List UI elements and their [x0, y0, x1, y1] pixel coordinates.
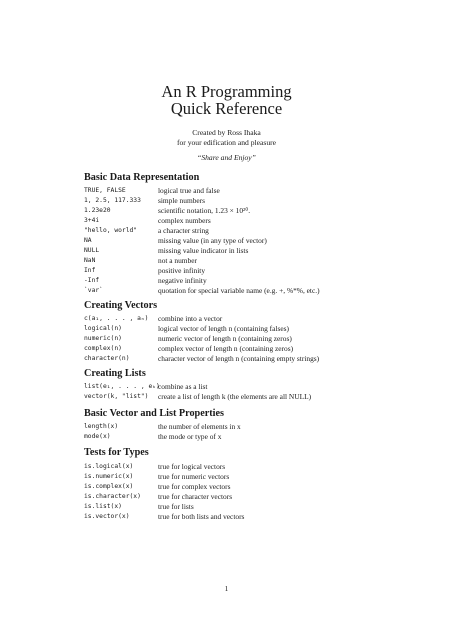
code-cell: `var` — [84, 287, 103, 294]
code-cell: "hello, world" — [84, 227, 138, 234]
table-row — [84, 344, 384, 354]
table-row — [84, 392, 384, 402]
table-row — [84, 354, 384, 364]
table-row — [84, 246, 384, 256]
code-cell: is.logical(x) — [84, 463, 134, 470]
table-row — [84, 256, 384, 266]
code-cell: Inf — [84, 267, 96, 274]
code-cell: list(e₁, . . . , eₖ) — [84, 383, 160, 390]
code-cell: 1.23e20 — [84, 207, 111, 214]
table-row — [84, 462, 384, 472]
code-cell: NaN — [84, 257, 96, 264]
table-row — [84, 236, 384, 246]
description-cell: logical true and false — [158, 186, 220, 195]
table-row — [84, 432, 384, 442]
table-row — [84, 492, 384, 502]
description-cell: complex vector of length n (containing zeros) — [158, 344, 294, 353]
section-table-creating-lists — [84, 382, 384, 402]
section-table-properties — [84, 422, 384, 442]
code-cell: NA — [84, 237, 92, 244]
code-cell: -Inf — [84, 277, 100, 284]
code-cell: length(x) — [84, 423, 119, 430]
description-cell: logical vector of length n (containing falses) — [158, 324, 289, 333]
code-cell: mode(x) — [84, 433, 111, 440]
description-cell: negative infinity — [158, 276, 207, 285]
description-cell: true for both lists and vectors — [158, 512, 245, 521]
code-cell: TRUE, FALSE — [84, 187, 126, 194]
code-cell: is.numeric(x) — [84, 473, 134, 480]
description-cell: combine into a vector — [158, 314, 223, 323]
table-row — [84, 226, 384, 236]
description-cell: true for numeric vectors — [158, 472, 230, 481]
code-cell: is.list(x) — [84, 503, 122, 510]
description-cell: simple numbers — [158, 196, 206, 205]
section-heading-basic-data: Basic Data Representation — [84, 172, 200, 183]
description-cell: the number of elements in x — [158, 422, 241, 431]
code-cell: c(a₁, . . . , aₙ) — [84, 315, 149, 322]
table-row — [84, 324, 384, 334]
code-cell: NULL — [84, 247, 100, 254]
description-cell: a character string — [158, 226, 209, 235]
description-cell: the mode or type of x — [158, 432, 222, 441]
description-cell: create a list of length k (the elements are all NULL) — [158, 392, 312, 401]
table-row — [84, 382, 384, 392]
table-row — [84, 472, 384, 482]
purpose-line: for your edification and pleasure — [176, 138, 277, 147]
section-heading-tests-for-types: Tests for Types — [84, 447, 149, 458]
description-cell: character vector of length n (containing empty strings) — [158, 354, 320, 363]
description-cell: combine as a list — [158, 382, 208, 391]
table-row — [84, 502, 384, 512]
motto-line: “Share and Enjoy” — [197, 153, 256, 162]
table-row — [84, 186, 384, 196]
document-title-line2: Quick Reference — [170, 99, 283, 118]
document-title-line1: An R Programming — [161, 82, 292, 101]
code-cell: is.vector(x) — [84, 513, 130, 520]
code-cell: 1, 2.5, 117.333 — [84, 197, 141, 204]
description-cell: quotation for special variable name (e.g. +, %*%, etc.) — [158, 286, 320, 295]
code-cell: 3+4i — [84, 217, 100, 224]
description-cell: true for logical vectors — [158, 462, 226, 471]
author-line: Created by Ross Ihaka — [192, 128, 261, 137]
table-row — [84, 276, 384, 286]
table-row — [84, 266, 384, 276]
description-cell: true for character vectors — [158, 492, 233, 501]
section-heading-creating-vectors: Creating Vectors — [84, 300, 158, 311]
section-heading-creating-lists: Creating Lists — [84, 368, 146, 379]
table-row — [84, 206, 384, 216]
table-row — [84, 286, 384, 296]
table-row — [84, 314, 384, 324]
section-table-basic-data — [84, 186, 384, 296]
description-cell: missing value indicator in lists — [158, 246, 249, 255]
table-row — [84, 422, 384, 432]
description-cell: positive infinity — [158, 266, 206, 275]
description-cell: true for complex vectors — [158, 482, 231, 491]
code-cell: character(n) — [84, 355, 130, 362]
code-cell: logical(n) — [84, 325, 122, 332]
description-cell: numeric vector of length n (containing zeros) — [158, 334, 292, 343]
section-table-creating-vectors — [84, 314, 384, 364]
page-number: 1 — [224, 584, 229, 593]
section-table-tests-for-types — [84, 462, 384, 522]
code-cell: numeric(n) — [84, 335, 122, 342]
table-row — [84, 216, 384, 226]
table-row — [84, 196, 384, 206]
table-row — [84, 512, 384, 522]
table-row — [84, 334, 384, 344]
description-cell: scientific notation, 1.23 × 10²⁰. — [158, 206, 251, 215]
description-cell: true for lists — [158, 502, 194, 511]
code-cell: is.character(x) — [84, 493, 141, 500]
table-row — [84, 482, 384, 492]
code-cell: complex(n) — [84, 345, 122, 352]
description-cell: not a number — [158, 256, 197, 265]
description-cell: missing value (in any type of vector) — [158, 236, 267, 245]
code-cell: is.complex(x) — [84, 483, 134, 490]
description-cell: complex numbers — [158, 216, 211, 225]
section-heading-properties: Basic Vector and List Properties — [84, 408, 224, 419]
code-cell: vector(k, "list") — [84, 393, 149, 400]
